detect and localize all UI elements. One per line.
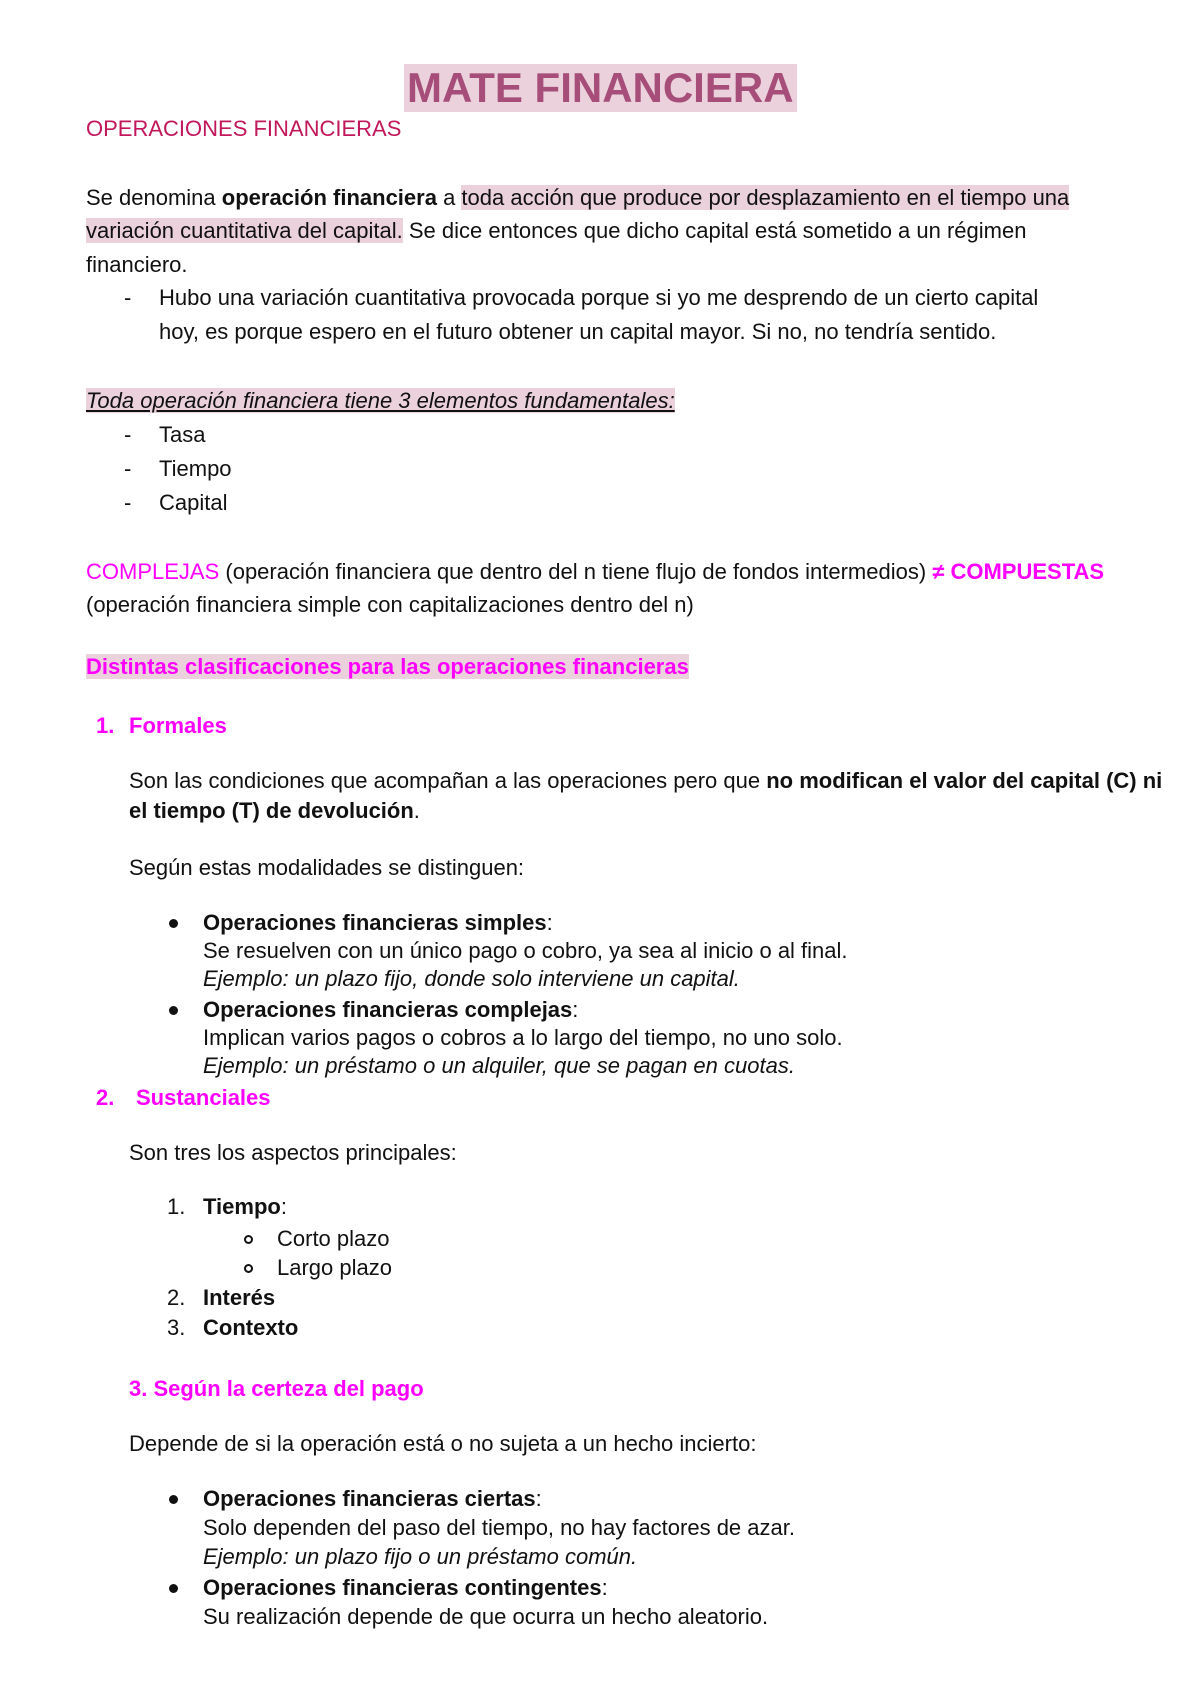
simples-description: Se resuelven con un único pago o cobro, ya sea al inicio o al final. [203,938,848,963]
ciertas-example: Ejemplo: un plazo fijo o un préstamo común. [203,1544,638,1569]
intro-bullet-line-2: hoy, es porque espero en el futuro obtener un capital mayor. Si no, no tendría sentido. [159,319,997,344]
document-title: MATE FINANCIERA [404,64,797,112]
sustanciales-number: 2. [96,1085,115,1110]
sub-item: Corto plazo [277,1226,390,1251]
intro-line-2: variación cuantitativa del capital. Se dice entonces que dicho capital está sometido a un régimen [86,218,1027,243]
sustanciales-intro: Son tres los aspectos principales: [129,1140,457,1165]
ciertas-title: Operaciones financieras ciertas: [203,1486,542,1511]
list-number: 2. [167,1285,186,1310]
circle-bullet [244,1235,253,1244]
simples-title: Operaciones financieras simples: [203,910,553,935]
bullet-dot [169,1006,178,1015]
sustanciales-item-tiempo: Tiempo: [203,1194,287,1219]
complejas-title: Operaciones financieras complejas: [203,997,579,1022]
complejas-line-2: (operación financiera simple con capitalizaciones dentro del n) [86,592,694,617]
formales-number: 1. [96,713,115,738]
sub-item: Largo plazo [277,1255,392,1280]
bullet-dot [169,1584,178,1593]
simples-example: Ejemplo: un plazo fijo, donde solo interviene un capital. [203,966,740,991]
certeza-intro: Depende de si la operación está o no sujeta a un hecho incierto: [129,1431,757,1456]
sustanciales-item-contexto: Contexto [203,1315,299,1340]
complejas-line-1: COMPLEJAS (operación financiera que dentro del n tiene flujo de fondos intermedios) ≠ COMPUESTAS [86,559,1105,584]
circle-bullet [244,1264,253,1273]
sustanciales-heading: Sustanciales [136,1085,271,1110]
complejas-example: Ejemplo: un préstamo o un alquiler, que se pagan en cuotas. [203,1053,795,1078]
dash-marker: - [124,422,132,447]
sustanciales-item-interes: Interés [203,1285,276,1310]
ciertas-description: Solo dependen del paso del tiempo, no hay factores de azar. [203,1515,795,1540]
formales-paragraph-2: Según estas modalidades se distinguen: [129,855,525,880]
dash-marker: - [124,456,132,481]
contingentes-description: Su realización depende de que ocurra un hecho aleatorio. [203,1604,769,1629]
list-number: 1. [167,1194,186,1219]
element-item: Tasa [159,422,206,447]
bullet-dot [169,1495,178,1504]
elements-heading: Toda operación financiera tiene 3 elementos fundamentales: [86,388,675,413]
list-number: 3. [167,1315,186,1340]
intro-bullet-line-1: Hubo una variación cuantitativa provocada porque si yo me desprendo de un cierto capital [159,285,1039,310]
dash-marker: - [124,490,132,515]
certeza-heading: 3. Según la certeza del pago [129,1376,424,1401]
bullet-dot [169,919,178,928]
formales-paragraph-line-2: el tiempo (T) de devolución. [129,798,420,823]
contingentes-title: Operaciones financieras contingentes: [203,1575,608,1600]
formales-paragraph-line-1: Son las condiciones que acompañan a las operaciones pero que no modifican el valor del capital (C) ni [129,768,1163,793]
element-item: Tiempo [159,456,232,481]
formales-heading: Formales [129,713,227,738]
dash-marker: - [124,285,132,310]
element-item: Capital [159,490,228,515]
intro-line-1: Se denomina operación financiera a toda acción que produce por desplazamiento en el tiempo una [86,185,1070,210]
complejas-description: Implican varios pagos o cobros a lo largo del tiempo, no uno solo. [203,1025,843,1050]
section-heading: OPERACIONES FINANCIERAS [86,116,402,141]
intro-line-3: financiero. [86,252,188,277]
classifications-heading: Distintas clasificaciones para las operaciones financieras [86,654,689,679]
